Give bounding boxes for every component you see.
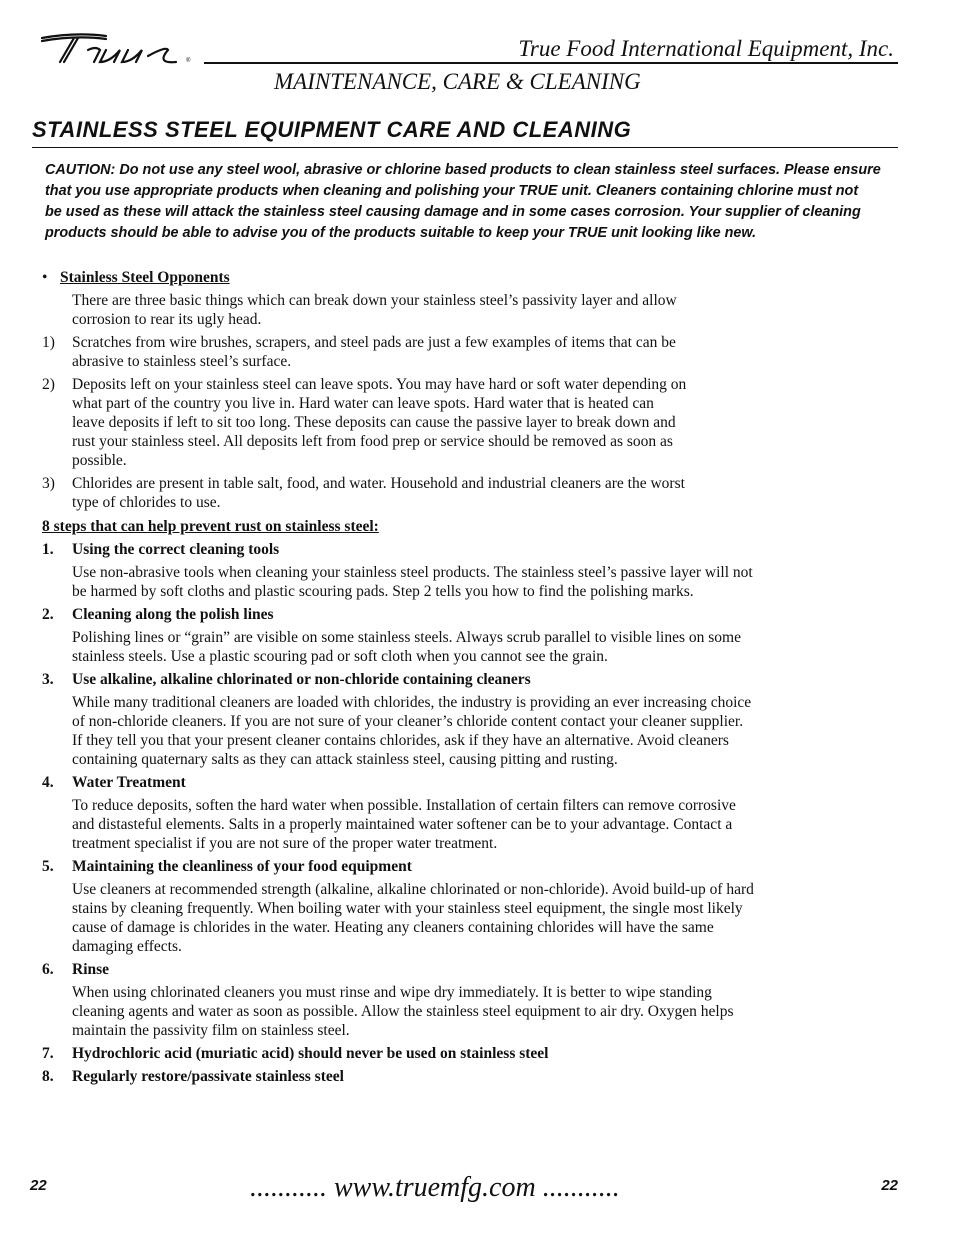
item-marker: 1) [42, 334, 55, 351]
caution-line [45, 160, 895, 181]
caution-line: that you use appropriate products when cleaning and polishing your TRUE unit. Cleaners containing chlorine must not [45, 183, 859, 199]
step-title-row [42, 670, 887, 689]
step-title: Cleaning along the polish lines [72, 606, 274, 623]
step-body [42, 983, 887, 1040]
step-title-row [42, 773, 887, 792]
intro-line: There are three basic things which can break down your stainless steel’s passivity layer and allow [72, 292, 677, 309]
step-line: Use cleaners at recommended strength (alkaline, alkaline chlorinated or non-chloride). Avoid build-up of hard [72, 881, 754, 898]
step-title: Maintaining the cleanliness of your food equipment [72, 858, 412, 875]
step-title: Water Treatment [72, 774, 186, 791]
item-text [72, 474, 887, 512]
step-line: Use non-abrasive tools when cleaning your stainless steel products. The stainless steel’s passive layer will not [72, 564, 753, 581]
opponents-heading: Stainless Steel Opponents [60, 269, 230, 286]
item-line: type of chlorides to use. [72, 494, 221, 511]
section-label: MAINTENANCE, CARE & CLEANING [274, 69, 641, 94]
step-body [42, 693, 887, 769]
step-line: maintain the passivity film on stainless steel. [72, 1022, 350, 1039]
step-line: stainless steels. Use a plastic scouring pad or soft cloth when you cannot see the grain. [72, 648, 608, 665]
step-line: When using chlorinated cleaners you must rinse and wipe dry immediately. It is better to wipe standing [72, 984, 712, 1001]
item-marker: 3) [42, 475, 55, 492]
item-line: rust your stainless steel. All deposits left from food prep or service should be removed as soon as [72, 433, 673, 450]
step-number: 7. [42, 1045, 54, 1062]
opponents-list [42, 333, 887, 512]
step-line: stains by cleaning frequently. When boiling water with your stainless steel equipment, the single most likely [72, 900, 743, 917]
page-number-left: 22 [30, 1177, 47, 1194]
step-line: cause of damage is chlorides in the water. Heating any cleaners containing chlorides will have the same [72, 919, 714, 936]
step-title-row [42, 1044, 887, 1063]
step-line: cleaning agents and water as soon as possible. Allow the stainless steel equipment to air dry. Oxygen helps [72, 1003, 734, 1020]
step-title: Rinse [72, 961, 110, 978]
caution-line: be used as these will attack the stainless steel causing damage and in some cases corrosion. Your supplier of cleaning [45, 204, 861, 220]
steps-list [42, 540, 887, 1086]
step-number: 5. [42, 858, 54, 875]
caution-text: Do not use any steel wool, abrasive or chlorine based products to clean stainless steel surfaces. Please ensure [119, 162, 881, 178]
steps-heading: 8 steps that can help prevent rust on stainless steel: [42, 518, 379, 535]
opponents-intro [42, 291, 887, 329]
step-line: treatment specialist if you are not sure of the proper water treatment. [72, 835, 498, 852]
header-divider [204, 62, 898, 64]
step-title: Regularly restore/passivate stainless steel [72, 1068, 344, 1085]
caution-line: products should be able to advise you of the products suitable to keep your TRUE unit looking like new. [45, 225, 757, 241]
step-line: containing quaternary salts as they can attack stainless steel, causing pitting and rusting. [72, 751, 618, 768]
item-line: possible. [72, 452, 127, 469]
item-line: abrasive to stainless steel’s surface. [72, 353, 292, 370]
item-line: Chlorides are present in table salt, food, and water. Household and industrial cleaners are the worst [72, 475, 685, 492]
step-body [42, 563, 887, 601]
intro-line: corrosion to rear its ugly head. [72, 311, 262, 328]
svg-text:®: ® [186, 58, 191, 64]
step-title: Use alkaline, alkaline chlorinated or non-chloride containing cleaners [72, 671, 531, 688]
step-title-row [42, 857, 887, 876]
step-body [42, 796, 887, 853]
opponent-item [42, 375, 887, 470]
step-line: While many traditional cleaners are loaded with chlorides, the industry is providing an ever increasing choice [72, 694, 752, 711]
step-title-row [42, 1067, 887, 1086]
company-name: True Food International Equipment, Inc. [518, 36, 894, 61]
true-logo [36, 28, 196, 68]
caution-label: CAUTION: [45, 162, 116, 178]
item-line: leave deposits if left to sit too long. These deposits can cause the passive layer to break down and [72, 414, 676, 431]
opponents-heading-row [42, 268, 887, 287]
step-body [42, 880, 887, 956]
bullet-icon: • [42, 269, 48, 286]
page-title: STAINLESS STEEL EQUIPMENT CARE AND CLEANING [32, 117, 632, 142]
step-number: 3. [42, 671, 54, 688]
step-line: and distasteful elements. Salts in a properly maintained water softener can be to your advantage. Contact a [72, 816, 733, 833]
step-number: 2. [42, 606, 54, 623]
item-line: Scratches from wire brushes, scrapers, and steel pads are just a few examples of items that can be [72, 334, 676, 351]
step-number: 4. [42, 774, 54, 791]
step-title: Using the correct cleaning tools [72, 541, 280, 558]
step-number: 6. [42, 961, 54, 978]
item-line: what part of the country you live in. Hard water can leave spots. Hard water that is heated can [72, 395, 654, 412]
step-number: 1. [42, 541, 54, 558]
website-link[interactable]: ........... www.truemfg.com ........... [250, 1172, 620, 1203]
step-line: of non-chloride cleaners. If you are not sure of your cleaner’s chloride content contact your cleaner supplier. [72, 713, 744, 730]
title-divider [32, 147, 898, 148]
document-body [42, 268, 887, 1086]
item-line: Deposits left on your stainless steel can leave spots. You may have hard or soft water depending on [72, 376, 687, 393]
step-line: damaging effects. [72, 938, 182, 955]
item-marker: 2) [42, 376, 55, 393]
step-line: Polishing lines or “grain” are visible on some stainless steels. Always scrub parallel to visible lines on some [72, 629, 741, 646]
opponent-item [42, 474, 887, 512]
step-line: If they tell you that your present cleaner contains chlorides, ask if they have an alternative. Avoid cleaners [72, 732, 729, 749]
item-text [72, 333, 887, 371]
step-line: To reduce deposits, soften the hard water when possible. Installation of certain filters can remove corrosive [72, 797, 736, 814]
page-number-right: 22 [881, 1177, 898, 1194]
opponent-item [42, 333, 887, 371]
step-line: be harmed by soft cloths and plastic scouring pads. Step 2 tells you how to find the polishing marks. [72, 583, 694, 600]
caution-notice [45, 160, 895, 244]
step-body [42, 628, 887, 666]
step-title-row [42, 960, 887, 979]
step-title: Hydrochloric acid (muriatic acid) should never be used on stainless steel [72, 1045, 549, 1062]
step-number: 8. [42, 1068, 54, 1085]
step-title-row [42, 605, 887, 624]
item-text [72, 375, 887, 470]
step-title-row [42, 540, 887, 559]
